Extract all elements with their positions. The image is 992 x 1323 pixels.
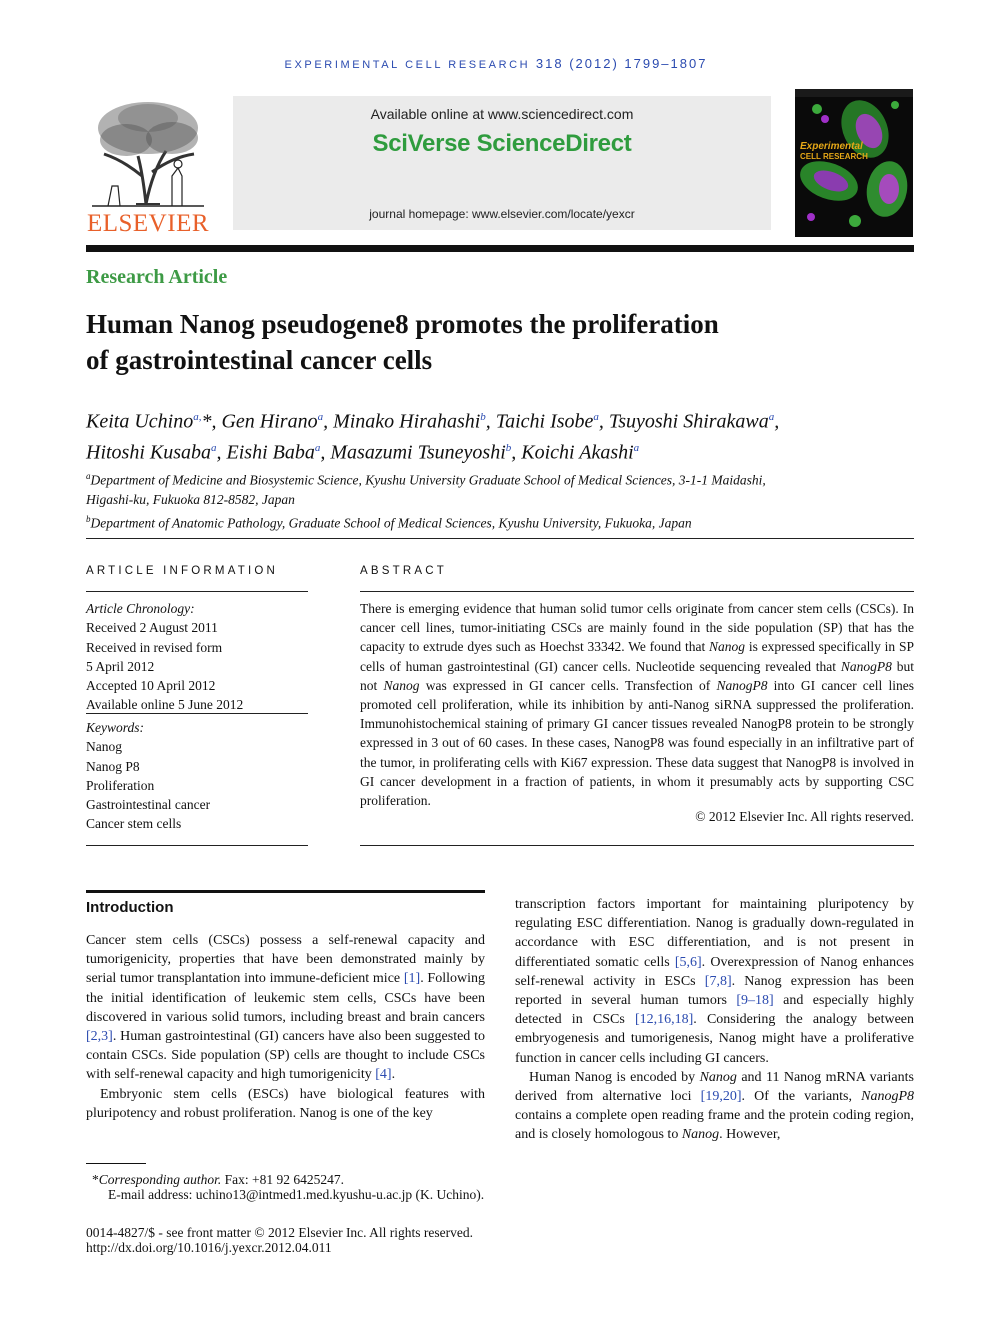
doi-link[interactable]: http://dx.doi.org/10.1016/j.yexcr.2012.04.011 — [86, 1240, 332, 1255]
author-name[interactable]: Keita Uchino — [86, 410, 194, 433]
affiliation-a — [86, 467, 914, 490]
author-affil-sup[interactable]: a — [211, 441, 217, 454]
corresponding-label: Corresponding author. — [98, 1172, 222, 1187]
body-column-left — [86, 931, 485, 1123]
affiliation-text: Department of Medicine and Biosystemic Science, Kyushu University Graduate School of Medical Sciences, 3-1-1 Maidashi, — [90, 472, 766, 488]
affiliation-a-cont: Higashi-ku, Fukuoka 812-8582, Japan — [86, 492, 295, 507]
abstract-text — [360, 599, 914, 810]
author-affil-sup[interactable]: a — [593, 411, 599, 423]
affiliation-label: a — [86, 471, 91, 481]
chronology-item: Received in revised form — [86, 639, 223, 655]
chronology-item: Received 2 August 2011 — [86, 620, 218, 636]
keyword-item: Gastrointestinal cancer — [86, 797, 211, 813]
citation-link[interactable]: [2,3] — [86, 1029, 113, 1045]
citation-link[interactable]: [12,16,18] — [634, 1012, 694, 1028]
chronology-item: 5 April 2012 — [86, 658, 155, 674]
affiliations — [86, 467, 914, 533]
journal-cover-image[interactable] — [795, 89, 913, 237]
available-online-text[interactable]: Available online at www.sciencedirect.com — [370, 106, 634, 122]
keyword-item: Proliferation — [86, 777, 155, 793]
author-name[interactable]: Masazumi Tsuneyoshi — [330, 441, 506, 464]
issn-line: 0014-4827/$ - see front matter © 2012 Elsevier Inc. All rights reserved. — [86, 1225, 474, 1240]
author-affil-sup[interactable]: a — [314, 441, 321, 454]
keywords-label: Keywords: — [86, 720, 144, 735]
volume-pages[interactable]: 318 (2012) 1799–1807 — [535, 56, 708, 71]
chronology-item: Available online 5 June 2012 — [86, 697, 244, 713]
author-name[interactable]: Minako Hirahashi — [333, 410, 481, 433]
paragraph: Cancer stem cells (CSCs) possess a self-renewal capacity and tumorigenicity, properties that have been demonstrated mainly by serial tumor transplantation into immune-deficient mice [1]. Following the initial identification of leukemic stem cells, CSCs have been discovered in various solid tumors, including breast and brain cancers [2,3]. Human gastrointestinal (GI) cancers have also been suggested to contain CSCs. Side population (SP) cells are thought to include CSCs with self-renewal capacity and high tumorigenicity [4]. — [86, 933, 485, 1083]
elsevier-wordmark: ELSEVIER — [86, 210, 210, 237]
chronology-label: Article Chronology: — [86, 601, 195, 616]
author-line2 — [86, 435, 914, 466]
author-separator: , — [323, 410, 334, 433]
abstract-copyright: © 2012 Elsevier Inc. All rights reserved. — [695, 809, 914, 824]
author-separator: , — [485, 410, 496, 433]
author-name[interactable]: Hitoshi Kusaba — [86, 441, 212, 464]
citation-link[interactable]: [1] — [403, 971, 421, 987]
paragraph: transcription factors important for maintaining pluripotency by regulating ESC differentiation. Nanog is gradually down-regulated in accordance with ESC differentiation, and is not present in differentiated somatic cells [5,6]. Overexpression of Nanog enhances self-renewal activity in ESCs [7,8]. Nanog expression has been reported in several human tumors [9–18] and especially highly detected in CSCs [12,16,18]. Considering the analogy between embryogenesis and tumorigenesis, Nanog might have a proliferative function in cancer cells including GI cancers. — [515, 897, 914, 1066]
paragraph: Embryonic stem cells (ESCs) have biological features with pluripotency and robust proliferation. Nanog is one of the key — [86, 1086, 485, 1121]
author-separator: , — [216, 441, 227, 464]
author-list — [86, 404, 914, 465]
divider — [360, 845, 914, 846]
author-affil-sup[interactable]: a — [768, 411, 775, 423]
author-separator: , — [598, 410, 609, 433]
chronology-item: Accepted 10 April 2012 — [86, 678, 216, 694]
author-affil-sup[interactable]: a, — [193, 411, 202, 423]
author-affil-sup[interactable]: b — [505, 441, 512, 454]
article-title-line2: of gastrointestinal cancer cells — [86, 345, 433, 375]
footnote-rule — [86, 1163, 146, 1164]
article-type: Research Article — [86, 266, 228, 288]
corresponding-mark[interactable]: * — [201, 410, 212, 433]
abstract-heading: ABSTRACT — [360, 565, 447, 577]
section-divider — [86, 538, 914, 539]
paragraph: Human Nanog is encoded by Nanog and 11 Nanog mRNA variants derived from alternative loci [19,20]. Of the variants, NanogP8 contains a complete open reading frame and the protein coding region, and is closely homologous to Nanog. However, — [515, 1069, 914, 1143]
citation-link[interactable]: [9–18] — [736, 993, 774, 1009]
author-affil-sup[interactable]: a — [317, 411, 324, 423]
author-separator: , — [320, 441, 331, 464]
citation-link[interactable]: [19,20] — [700, 1089, 742, 1105]
citation-link[interactable]: [7,8] — [704, 973, 732, 989]
author-name[interactable]: Eishi Baba — [226, 441, 315, 464]
citation-link[interactable]: [5,6] — [674, 954, 702, 970]
article-info-heading: ARTICLE INFORMATION — [86, 565, 278, 577]
journal-homepage-text[interactable]: journal homepage: www.elsevier.com/locate/yexcr — [369, 207, 635, 221]
author-affil-sup[interactable]: a — [633, 441, 640, 454]
article-title — [86, 306, 886, 378]
email-address[interactable]: E-mail address: uchino13@intmed1.med.kyushu-u.ac.jp (K. Uchino). — [108, 1187, 485, 1202]
cover-title-line2: CELL RESEARCH — [800, 152, 868, 161]
affiliation-label: b — [86, 513, 91, 524]
fax-number: Fax: +81 92 6425247. — [221, 1172, 345, 1187]
keyword-item: Nanog — [86, 739, 122, 755]
abstract-body: There is emerging evidence that human solid tumor cells originate from cancer stem cells (CSCs). In cancer cell lines, tumor-initiating CSCs are mainly found in the side population (SP) that has the capacity to extrude dyes such as Hoechst 33342. We found that Nanog is expressed specifically in SP cells of human gastrointestinal (GI) cancer cells. Nucleotide sequencing revealed that NanogP8 but not Nanog was expressed in GI cancer cells. Transfection of NanogP8 into GI cancer cell lines promoted cell proliferation, while its inhibition by anti-Nanog siRNA suppressed the proliferation. Immunohistochemical staining of primary GI cancer tissues revealed NanogP8 protein to be strongly expressed in 3 out of 60 cases. In these cases, NanogP8 was found especially in an infiltrative part of the tumor, in proliferating cells with Ki67 expression. These data suggest that NanogP8 is involved in GI cancer development in a fraction of patients, in whom it presumably acts by supporting CSC proliferation. — [360, 601, 914, 809]
corresponding-mark: * — [92, 1172, 99, 1187]
divider — [86, 713, 308, 714]
journal-name: EXPERIMENTAL CELL RESEARCH — [284, 59, 531, 71]
keywords — [86, 718, 308, 834]
author-name[interactable]: Koichi Akashi — [521, 441, 634, 464]
article-title-line1: Human Nanog pseudogene8 promotes the proliferation — [86, 309, 719, 339]
author-separator: , — [774, 410, 780, 433]
author-affil-sup[interactable]: b — [480, 411, 486, 423]
keyword-item: Nanog P8 — [86, 758, 140, 774]
divider — [86, 845, 308, 846]
author-separator: , — [211, 410, 222, 433]
sciencedirect-brand[interactable]: SciVerse ScienceDirect — [372, 130, 632, 157]
divider — [86, 591, 308, 592]
introduction-rule — [86, 890, 485, 893]
body-column-right — [515, 895, 914, 1145]
affiliation-text: Department of Anatomic Pathology, Graduate School of Medical Sciences, Kyushu University, Fukuoka, Japan — [90, 515, 692, 530]
affiliation-b — [86, 510, 914, 533]
keyword-item: Cancer stem cells — [86, 816, 182, 832]
header-rule — [86, 245, 914, 252]
author-name[interactable]: Gen Hirano — [221, 410, 318, 433]
journal-citation-line — [0, 56, 992, 71]
cover-title-line1: Experimental — [800, 141, 863, 152]
author-name[interactable]: Taichi Isobe — [495, 410, 594, 433]
introduction-heading: Introduction — [86, 899, 174, 916]
author-line1 — [86, 404, 914, 435]
author-separator: , — [511, 441, 522, 464]
article-chronology — [86, 599, 308, 715]
author-name[interactable]: Tsuyoshi Shirakawa — [608, 410, 769, 433]
citation-link[interactable]: [4] — [375, 1067, 392, 1083]
divider — [360, 591, 914, 592]
